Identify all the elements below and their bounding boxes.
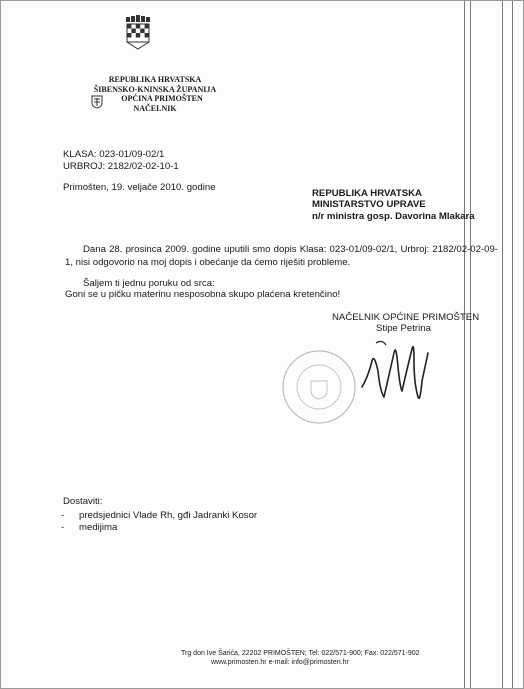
scan-line (470, 1, 471, 688)
list-dash: - (61, 522, 65, 533)
coat-of-arms-icon (123, 15, 153, 57)
letterhead-county: ŠIBENSKO-KNINSKA ŽUPANIJA (93, 84, 217, 94)
klasa-number: KLASA: 023-01/09-02/1 (63, 149, 165, 160)
list-item (61, 510, 257, 521)
body-line: Goni se u pičku materinu nesposobna skupo plaćena kretenčino! (65, 289, 341, 300)
list-item-text: predsjednici Vlade Rh, gđi Jadranki Kosor (79, 510, 258, 521)
recipient-attention: n/r ministra gosp. Davorina Mlakara (312, 211, 475, 222)
list-item (61, 522, 117, 533)
municipal-crest-icon (91, 95, 103, 109)
signatory-title: NAČELNIK OPĆINE PRIMOŠTEN (332, 312, 480, 323)
letterhead (85, 75, 225, 113)
signatory-name: Stipe Petrina (376, 323, 431, 334)
list-item-text: medijima (79, 522, 118, 533)
footer-address: Trg don Ive Šarića, 22202 PRIMOŠTEN; Tel: 022/571-900; Fax: 022/571-902 (181, 650, 420, 657)
scan-line (512, 1, 513, 688)
letterhead-country: REPUBLIKA HRVATSKA (108, 75, 202, 84)
letterhead-office: NAČELNIK (133, 103, 177, 113)
recipient-country: REPUBLIKA HRVATSKA (312, 188, 422, 199)
urbroj-number: URBROJ: 2182/02-02-10-1 (63, 161, 179, 172)
handwritten-signature-icon (356, 331, 436, 416)
recipient-ministry: MINISTARSTVO UPRAVE (312, 199, 426, 210)
list-dash: - (61, 510, 65, 521)
body-line: Šaljem ti jednu poruku od srca: (83, 278, 215, 289)
place-date: Primošten, 19. veljače 2010. godine (63, 182, 216, 193)
body-paragraph: Dana 28. prosinca 2009. godine uputili smo dopis Klasa: 023-01/09-02/1, Urbroj: 2182/02-02-09-1, nisi odgovorio na moj dopis i obećanje da ćemo riješiti probleme. (65, 244, 498, 268)
scan-line (464, 1, 465, 688)
footer-contact: www.primosten.hr e-mail: info@primosten.hr (211, 659, 349, 666)
distribution-heading: Dostaviti: (63, 496, 103, 507)
official-stamp-icon (279, 347, 359, 427)
letterhead-municipality: OPĆINA PRIMOŠTEN (121, 94, 203, 103)
scan-line (502, 1, 503, 688)
